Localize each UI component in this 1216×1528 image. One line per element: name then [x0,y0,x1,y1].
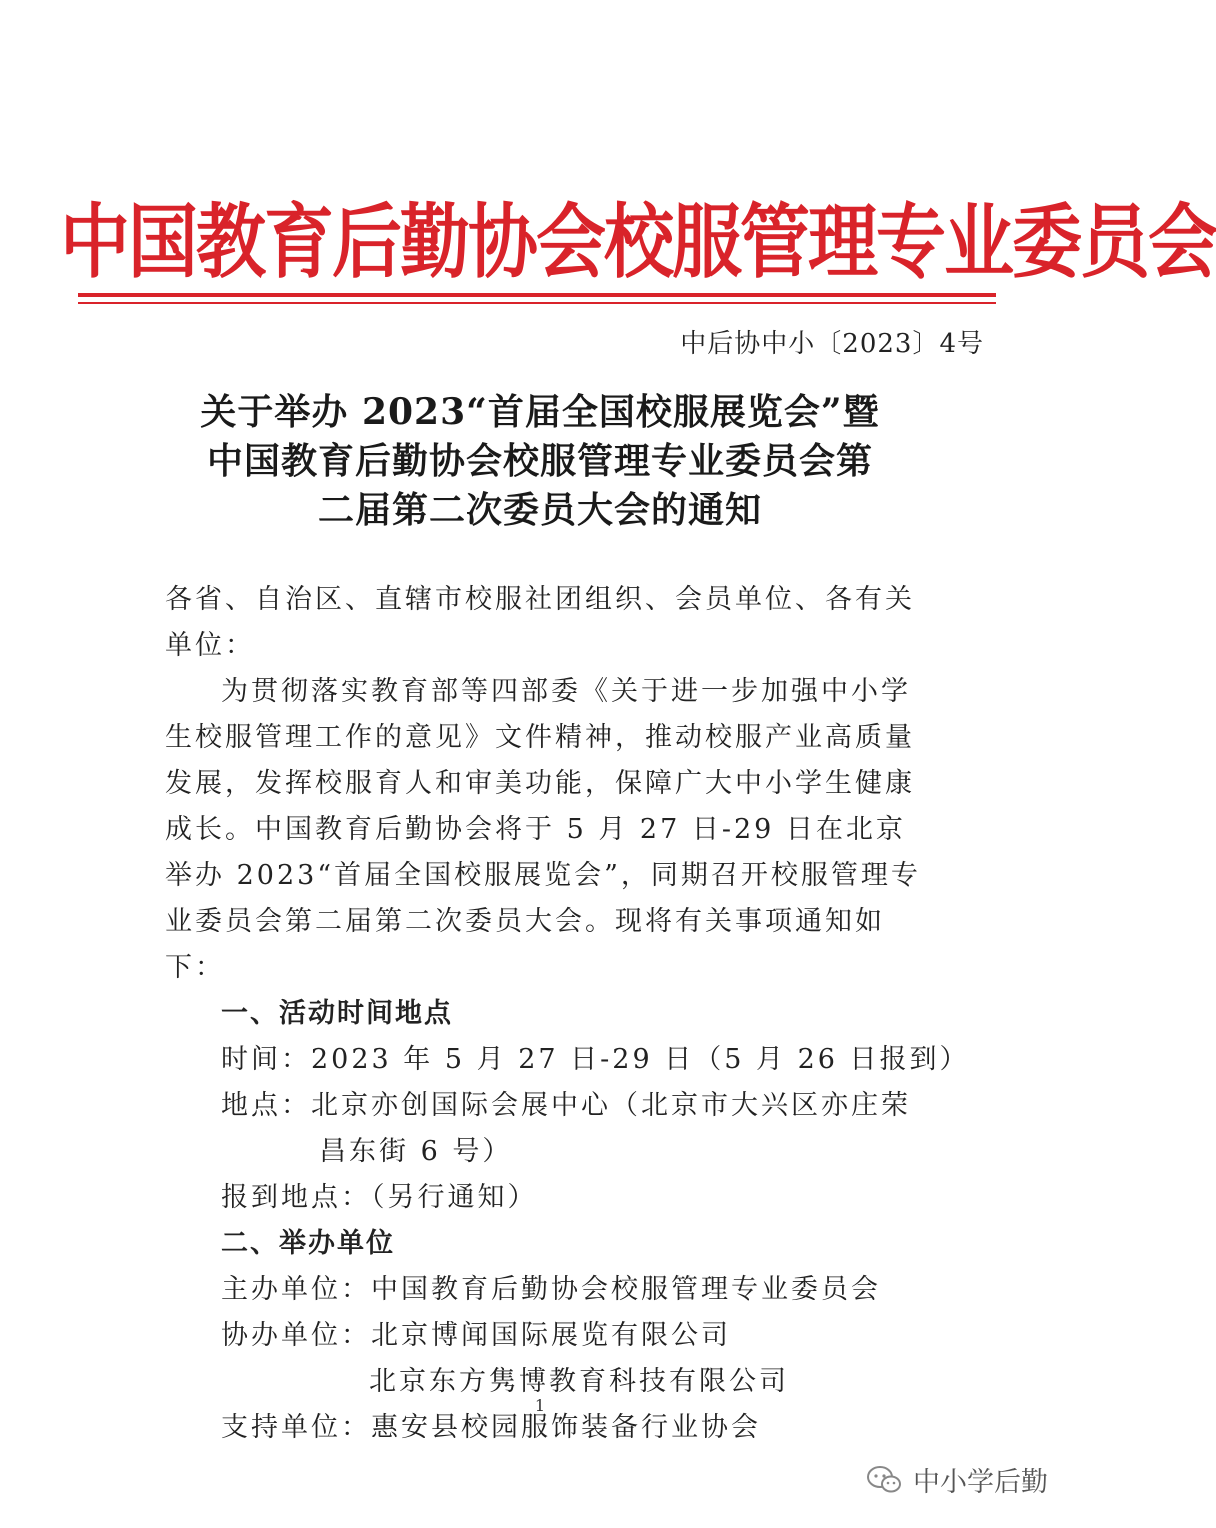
header-rule-thick [78,293,996,297]
event-venue-continued: 昌东街 6 号） [319,1136,513,1167]
watermark-text: 中小学后勤 [913,1467,1048,1498]
co-host-organization-1: 协办单位：北京博闻国际展览有限公司 [221,1320,731,1351]
checkin-location: 报到地点：（另行通知） [221,1182,538,1213]
salutation: 各省、自治区、直辖市校服社团组织、会员单位、各有关单位： [165,584,915,661]
event-venue: 地点：北京亦创国际会展中心（北京市大兴区亦庄荣 [221,1090,911,1121]
host-organization: 主办单位：中国教育后勤协会校服管理专业委员会 [221,1274,881,1305]
event-time: 时间：2023 年 5 月 27 日-29 日（5 月 26 日报到） [221,1044,970,1075]
document-title [80,388,1000,535]
header-rule-thin [78,302,996,304]
page-number: 1 [534,1396,546,1415]
wechat-watermark [865,1460,1048,1499]
document-body [165,577,970,1451]
title-line-2: 中国教育后勤协会校服管理专业委员会第 [206,440,873,482]
section-1-heading: 一、活动时间地点 [221,998,453,1029]
support-organization: 支持单位：惠安县校园服饰装备行业协会 [221,1412,761,1443]
intro-paragraph: 为贯彻落实教育部等四部委《关于进一步加强中小学生校服管理工作的意见》文件精神，推动校服产业高质量发展，发挥校服育人和审美功能，保障广大中小学生健康成长。中国教育后勤协会将于 5 月 27 日-29 日在北京举办 2023“首届全国校服展览会”，同期召开校服管理专业委员会第二届第二次委员大会。现将有关事项通知如下： [165,676,921,983]
document-number: 中后协中小〔2023〕4号 [680,329,984,359]
co-host-organization-2: 北京东方隽博教育科技有限公司 [369,1366,789,1397]
title-line-1: 关于举办 2023“首届全国校服展览会”暨 [200,391,880,433]
title-line-3: 二届第二次委员大会的通知 [317,489,762,531]
section-2-heading: 二、举办单位 [221,1228,395,1259]
wechat-icon [865,1464,903,1496]
organization-header: 中国教育后勤协会校服管理专业委员会 [60,195,1216,290]
